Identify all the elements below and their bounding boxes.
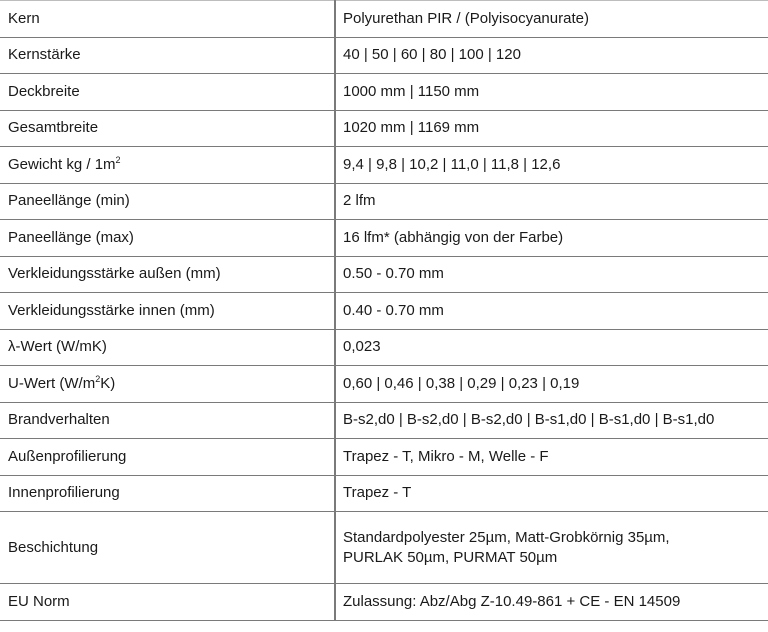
table-row <box>0 1 768 38</box>
table-row <box>0 220 768 257</box>
row-value: 0.40 - 0.70 mm <box>335 293 768 330</box>
row-label: Beschichtung <box>0 512 335 584</box>
row-value: B-s2,d0 | B-s2,d0 | B-s2,d0 | B-s1,d0 | B-s1,d0 | B-s1,d0 <box>335 402 768 439</box>
row-label: Verkleidungsstärke innen (mm) <box>0 293 335 330</box>
table-row <box>0 74 768 111</box>
row-value: Zulassung: Abz/Abg Z-10.49-861 + CE - EN 14509 <box>335 584 768 621</box>
table-row <box>0 402 768 439</box>
table-row <box>0 329 768 366</box>
row-value: 9,4 | 9,8 | 10,2 | 11,0 | 11,8 | 12,6 <box>335 147 768 184</box>
table-row <box>0 37 768 74</box>
value-line: Standardpolyester 25µm, Matt-Grobkörnig 35µm, <box>343 528 670 546</box>
table-row <box>0 256 768 293</box>
row-label: Gesamtbreite <box>0 110 335 147</box>
value-line: PURLAK 50µm, PURMAT 50µm <box>343 548 558 566</box>
table-row <box>0 512 768 584</box>
row-value: Trapez - T <box>335 475 768 512</box>
row-value: 16 lfm* (abhängig von der Farbe) <box>335 220 768 257</box>
row-value: 1020 mm | 1169 mm <box>335 110 768 147</box>
row-value: Trapez - T, Mikro - M, Welle - F <box>335 439 768 476</box>
label-text: Gewicht kg / 1m <box>8 155 116 173</box>
label-superscript: 2 <box>115 154 121 165</box>
row-value: 0.50 - 0.70 mm <box>335 256 768 293</box>
label-superscript: 2 <box>95 373 101 384</box>
row-label: Kernstärke <box>0 37 335 74</box>
table-row <box>0 439 768 476</box>
row-label: λ-Wert (W/mK) <box>0 329 335 366</box>
row-value: 0,023 <box>335 329 768 366</box>
row-label: Paneellänge (max) <box>0 220 335 257</box>
row-label <box>0 147 335 184</box>
row-label: EU Norm <box>0 584 335 621</box>
row-label: Innenprofilierung <box>0 475 335 512</box>
table-row <box>0 183 768 220</box>
table-row <box>0 147 768 184</box>
table-row <box>0 293 768 330</box>
row-value: 0,60 | 0,46 | 0,38 | 0,29 | 0,23 | 0,19 <box>335 366 768 403</box>
label-text-suffix: K) <box>100 374 116 392</box>
row-value: 40 | 50 | 60 | 80 | 100 | 120 <box>335 37 768 74</box>
row-value: 2 lfm <box>335 183 768 220</box>
row-label: Paneellänge (min) <box>0 183 335 220</box>
row-value: 1000 mm | 1150 mm <box>335 74 768 111</box>
row-label: Brandverhalten <box>0 402 335 439</box>
table-row <box>0 584 768 621</box>
label-text: U-Wert (W/m <box>8 374 96 392</box>
row-label: Deckbreite <box>0 74 335 111</box>
table-row <box>0 110 768 147</box>
row-value <box>335 512 768 584</box>
table-row <box>0 475 768 512</box>
row-value: Polyurethan PIR / (Polyisocyanurate) <box>335 1 768 38</box>
row-label: Kern <box>0 1 335 38</box>
table-row <box>0 366 768 403</box>
row-label <box>0 366 335 403</box>
row-label: Verkleidungsstärke außen (mm) <box>0 256 335 293</box>
row-label: Außenprofilierung <box>0 439 335 476</box>
